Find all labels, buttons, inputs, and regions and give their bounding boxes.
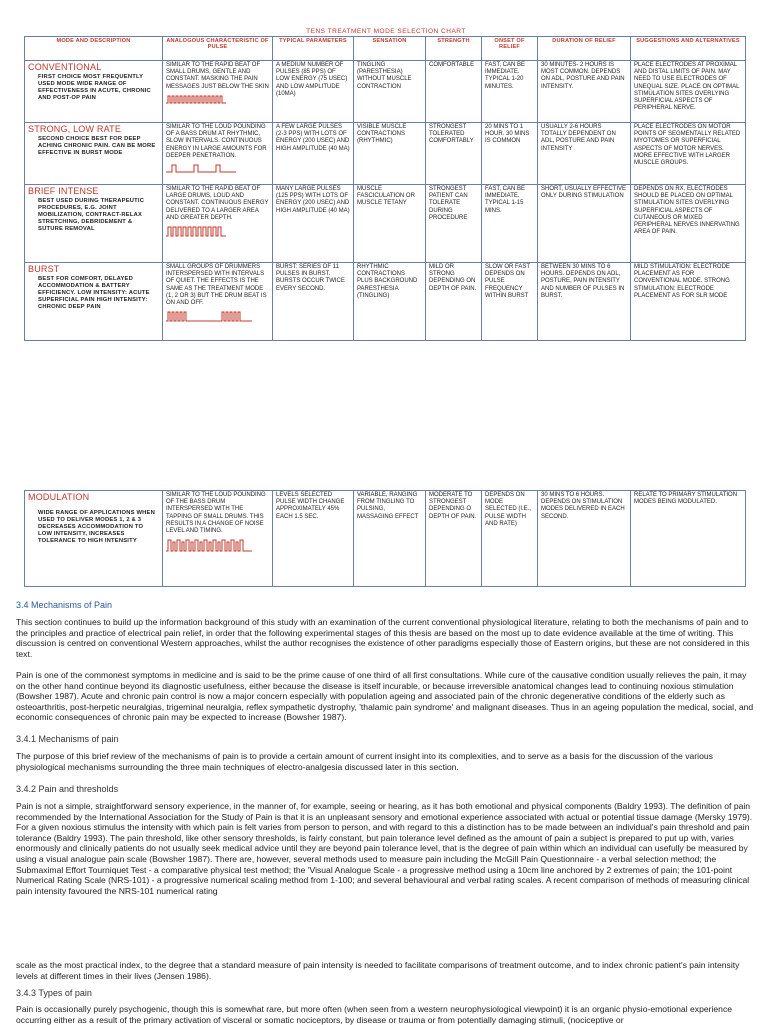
mode-cell xyxy=(25,491,163,587)
strength-cell: COMFORTABLE xyxy=(426,61,482,123)
duration-cell: 30 MINUTES- 2 HOURS IS MOST COMMON. DEPENDS ON ADL, POSTURE AND PAIN INTENSITY. xyxy=(538,61,631,123)
pulse-waveform-icon xyxy=(166,225,269,237)
strength-cell: MILD OR STRONG DEPENDING ON DEPTH OF PAIN. xyxy=(426,263,482,341)
column-header: SENSATION xyxy=(354,37,426,61)
analogous-cell xyxy=(163,491,273,587)
pulse-waveform-icon xyxy=(166,310,269,322)
mode-description: BEST USED DURING THERAPEUTIC PROCEDURES, E.G. JOINT MOBILIZATION, CONTRACT-RELAX STRETCHING, DEBRIDEMENT & SUTURE REMOVAL xyxy=(38,198,145,232)
parameters-cell: BURST: SERIES OF 11 PULSES IN BURST. BURSTS OCCUR TWICE EVERY SECOND. xyxy=(273,263,354,341)
parameters-cell: A FEW LARGE PULSES (2-3 PPS) WITH LOTS OF ENERGY (200 USEC) AND HIGH AMPLITUDE (40 MA) xyxy=(273,123,354,185)
mode-description: SECOND CHOICE BEST FOR DEEP ACHING CHRONIC PAIN. CAN BE MORE EFFECTIVE IN BURST MODE xyxy=(38,136,156,156)
column-header: ANALOGOUS CHARACTERISTIC OF PULSE xyxy=(163,37,273,61)
paragraph: Pain is not a simple, straightforward sensory experience, in the manner of, for example, seeing or hearing, as it has both emotional and physical components (Baldry 1993). The definition of pain recommended by the International Association for the Study of Pain is that it is an unpleasant sensory and emotional experience associated with actual or potential tissue damage (Mersky 1979). For a given noxious stimulus the intensity with which pain is felt varies from person to person, and with regard to this a distinction has to be made between an individual's pain threshold and pain tolerance (Baldry 1993). The pain threshold, like other sensory thresholds, is fairly constant, but pain tolerance level defined as the amount of pain a subject is prepared to put up with, varies enormously and clinically patients do not usually seek medical advice until they are beyond pain tolerance level, that is the degree of pain within which an individual can usefully be measured by using a visual analogue pain scale (Bowsher 1987). There are, however, several methods used to measure pain including the McGill Pain Questionnaire - a verbal selection method; the Submaximal Effort Tourniquet Test - a comparative physical test method; the 'Visual Analogue Scale - a progressive method using a 10cm line anchored by 2 extremes of pain; the 101-point Numerical Rating Scale (NRS-101) - a progressive numerical scaling method from 1-100; and several behavioural and verbal rating scales. A recent comparison of methods of measuring clinical pain intensity favoured the NRS-101 numerical rating xyxy=(16,801,753,896)
mode-cell xyxy=(25,263,163,341)
table-row xyxy=(25,491,746,587)
section-heading: 3.4.3 Types of pain xyxy=(16,988,92,998)
table-row xyxy=(25,123,746,185)
parameters-cell: LEVELS SELECTED PULSE WIDTH CHANGE APPROXIMATELY 45% EACH 1.5 SEC. xyxy=(273,491,354,587)
paragraph: The purpose of this brief review of the mechanisms of pain is to provide a certain amount of current insight into its complexities, and to serve as a basis for the discussion of the various physiological mechanisms surrounding the three main techniques of electro-analgesia discussed later in this section. xyxy=(16,751,713,772)
table-header-row xyxy=(25,37,746,61)
chart-title: TENS TREATMENT MODE SELECTION CHART xyxy=(306,28,466,35)
table-row xyxy=(25,61,746,123)
pulse-waveform-icon xyxy=(166,163,269,173)
mode-description: FIRST CHOICE MOST FREQUENTLY USED MODE WIDE RANGE OF EFFECTIVENESS IN ACUTE, CHRONIC AND POST-OP PAIN xyxy=(38,74,151,101)
column-header: MODE AND DESCRIPTION xyxy=(25,37,163,61)
mode-cell xyxy=(25,185,163,263)
onset-cell: FAST, CAN BE IMMEDIATE. TYPICAL 1-20 MINUTES. xyxy=(482,61,538,123)
column-header: ONSET OF RELIEF xyxy=(482,37,538,61)
onset-cell: FAST, CAN BE IMMEDIATE. TYPICAL 1-15 MINS. xyxy=(482,185,538,263)
mode-name: MODULATION xyxy=(28,492,90,502)
parameters-cell: MANY LARGE PULSES (125 PPS) WITH LOTS OF ENERGY (200 USEC) AND HIGH AMPLITUDE (40 MA) xyxy=(273,185,354,263)
mode-name: CONVENTIONAL xyxy=(28,62,102,72)
duration-cell: SHORT, USUALLY EFFECTIVE ONLY DURING STIMULATION xyxy=(538,185,631,263)
analogous-cell xyxy=(163,185,273,263)
parameters-cell: A MEDIUM NUMBER OF PULSES (85 PPS) OF LOW ENERGY (75 USEC) AND LOW AMPLITUDE (10MA) xyxy=(273,61,354,123)
pulse-waveform-icon xyxy=(166,94,269,104)
mode-cell xyxy=(25,61,163,123)
sensation-cell: VISIBLE MUSCLE CONTRACTIONS (RHYTHMIC) xyxy=(354,123,426,185)
strength-cell: STRONGEST TOLERATED COMFORTABLY xyxy=(426,123,482,185)
sensation-cell: MUSCLE FASCICULATION OR MUSCLE TETANY xyxy=(354,185,426,263)
sensation-cell: TINGLING (PARESTHESIA) WITHOUT MUSCLE CONTRACTION xyxy=(354,61,426,123)
table-row xyxy=(25,263,746,341)
analogous-text: SIMILAR TO THE LOUD POUNDING OF THE BASS DRUM INTERSPERSED WITH THE TAPPING OF SMALL DRUMS. THIS RESULTS IN A CHANGE OF NOISE LEVEL AND TIMING. xyxy=(166,492,266,535)
mode-description: BEST FOR COMFORT, DELAYED ACCOMMODATION & BATTERY EFFICIENCY. LOW INTENSITY: ACUTE SUPERFICIAL PAIN HIGH INTENSITY: CHRONIC DEEP PAIN xyxy=(38,276,150,310)
section-heading: 3.4.1 Mechanisms of pain xyxy=(16,734,119,744)
analogous-text: SIMILAR TO THE LOUD POUNDING OF A BASS DRUM AT RHYTHMIC, SLOW INTERVALS. CONTINUOUS ENERGY IN LARGE AMOUNTS FOR DEEPER PENETRATION. xyxy=(166,124,267,159)
strength-cell: STRONGEST PATIENT CAN TOLERATE DURING PROCEDURE xyxy=(426,185,482,263)
duration-cell: 30 MINS TO 6 HOURS. DEPENDS ON STIMULATION MODES DELIVERED IN EACH SECOND. xyxy=(538,491,631,587)
modulation-table xyxy=(24,490,746,587)
analogous-cell xyxy=(163,263,273,341)
sensation-cell: RHYTHMIC CONTRACTIONS PLUS BACKGROUND PARESTHESIA (TINGLING) xyxy=(354,263,426,341)
onset-cell: DEPENDS ON MODE SELECTED (I.E., PULSE WIDTH AND RATE) xyxy=(482,491,538,587)
onset-cell: SLOW OR FAST DEPENDS ON PULSE FREQUENCY WITHIN BURST xyxy=(482,263,538,341)
table-row xyxy=(25,185,746,263)
duration-cell: BETWEEN 30 MINS TO 6 HOURS. DEPENDS ON ADL, POSTURE, PAIN INTENSITY AND NUMBER OF PULSES IN BURST. xyxy=(538,263,631,341)
column-header: TYPICAL PARAMETERS xyxy=(273,37,354,61)
section-heading: 3.4.2 Pain and thresholds xyxy=(16,784,119,794)
suggestions-cell: PLACE ELECTRODES AT PROXIMAL AND DISTAL LIMITS OF PAIN. MAY NEED TO USE ELECTRODES OF UNEQUAL SIZE. PLACE ON OPTIMAL STIMULATION SITES OVERLYING SUPERFICIAL ASPECTS OF PERIPHERAL NERVE. xyxy=(631,61,746,123)
pulse-waveform-icon xyxy=(166,538,269,552)
mode-description: WIDE RANGE OF APPLICATIONS WHEN USED TO DELIVER MODES 1, 2 & 3 DECREASES ACCOMMODATION TO LOW INTENSITY, INCREASES TOLERANCE TO HIGH INTENSITY xyxy=(38,510,155,544)
suggestions-cell: DEPENDS ON RX. ELECTRODES SHOULD BE PLACED ON OPTIMAL STIMULATION SITES OVERLYING SUPERFICIAL ASPECTS OF CUTANEOUS OR MIXED PERIPHERAL NERVES INNERVATING AREA OF PAIN. xyxy=(631,185,746,263)
column-header: DURATION OF RELIEF xyxy=(538,37,631,61)
suggestions-cell: RELATE TO PRIMARY STIMULATION MODES BEING MODULATED. xyxy=(631,491,746,587)
paragraph: This section continues to build up the information background of this study with an examination of the current conventional physiological literature, relating to both the mechanisms of pain and to the principles and practice of electrical pain relief, in order that the following experimental stages of this thesis are based on the most up to date evidence available at the time of writing. This discussion is centred on conventional Western approaches, whilst the author recognises the existence of other paradigms especially those of Eastern origins, but these are not considered in this text. xyxy=(16,617,750,659)
paragraph: scale as the most practical index, to the degree that a standard measure of pain intensity is needed to facilitate comparisons of treatment outcome, and to index chronic patient's pain intensity levels at different times in their lives (Jensen 1986). xyxy=(16,960,740,981)
strength-cell: MODERATE TO STRONGEST DEPENDING O DEPTH OF PAIN. xyxy=(426,491,482,587)
analogous-cell xyxy=(163,123,273,185)
mode-name: BRIEF INTENSE xyxy=(28,186,99,196)
suggestions-cell: MILD STIMULATION: ELECTRODE PLACEMENT AS FOR CONVENTIONAL MODE. STRONG STIMULATION: ELECTRODE PLACEMENT AS FOR SLR MODE xyxy=(631,263,746,341)
paragraph: Pain is occasionally purely psychogenic, though this is somewhat rare, but more often (when seen from a western neurophysiological viewpoint) it is an organic physio-emotional experience occurring either as a result of the primary activation of visceral or somatic nociceptors, by disease or trauma or from potentially damaging stimuli, (nociceptive or xyxy=(16,1004,733,1025)
duration-cell: USUALLY 2-6 HOURS TOTALLY DEPENDENT ON ADL, POSTURE AND PAIN INTENSITY xyxy=(538,123,631,185)
analogous-text: SIMILAR TO THE RAPID BEAT OF LARGE DRUMS, LOUD AND CONSTANT. CONTINUOUS ENERGY DELIVERED TO A LARGER AREA AND GREATER DEPTH. xyxy=(166,186,269,221)
suggestions-cell: PLACE ELECTRODES ON MOTOR POINTS OF SEGMENTALLY RELATED MYOTOMES OR SUPERFICIAL ASPECTS OF MOTOR NERVES. MORE EFFECTIVE WITH LARGER MUSCLE GROUPS. xyxy=(631,123,746,185)
section-heading: 3.4 Mechanisms of Pain xyxy=(16,600,113,610)
onset-cell: 20 MINS TO 1 HOUR. 30 MINS IS COMMON xyxy=(482,123,538,185)
analogous-text: SMALL GROUPS OF DRUMMERS INTERSPERSED WITH INTERVALS OF QUIET. THE EFFECTS IS THE SAME AS THE TREATMENT MODE (1, 2 OR 3) BUT THE DRUM BEAT IS ON AND OFF. xyxy=(166,264,267,307)
mode-name: BURST xyxy=(28,264,60,274)
analogous-text: SIMILAR TO THE RAPID BEAT OF SMALL DRUMS, GENTLE AND CONSTANT. MASKING THE PAIN MESSAGES JUST BELOW THE SKIN xyxy=(166,62,269,90)
mode-name: STRONG, LOW RATE xyxy=(28,124,122,134)
column-header: SUGGESTIONS AND ALTERNATIVES xyxy=(631,37,746,61)
analogous-cell xyxy=(163,61,273,123)
sensation-cell: VARIABLE, RANGING FROM TINGLING TO PULSING, MASSAGING EFFECT xyxy=(354,491,426,587)
paragraph: Pain is one of the commonest symptoms in medicine and is said to be the prime cause of one third of all first consultations. While cure of the causative condition usually relieves the pain, it may on the other hand continue beyond its diagnostic usefulness, either because the disease is itself incurable, or because irreversible anatomical changes lead to continuing noxious stimulation (Bowsher 1987). Acute and chronic pain control is now a major concern especially with population ageing and associated pain of the chronic degenerative conditions of the elderly such as osteoarthritis, post-herpetic neuralgias, trigeminal neuralgia, reflex sympathetic dystrophy, 'thalamic pain syndrome' and malignant diseases. Thus in an ageing population the medical, social, and economic consequences of chronic pain may be expected to increase (Bowsher 1987). xyxy=(16,670,754,723)
column-header: STRENGTH xyxy=(426,37,482,61)
tens-mode-table xyxy=(24,36,746,341)
mode-cell xyxy=(25,123,163,185)
